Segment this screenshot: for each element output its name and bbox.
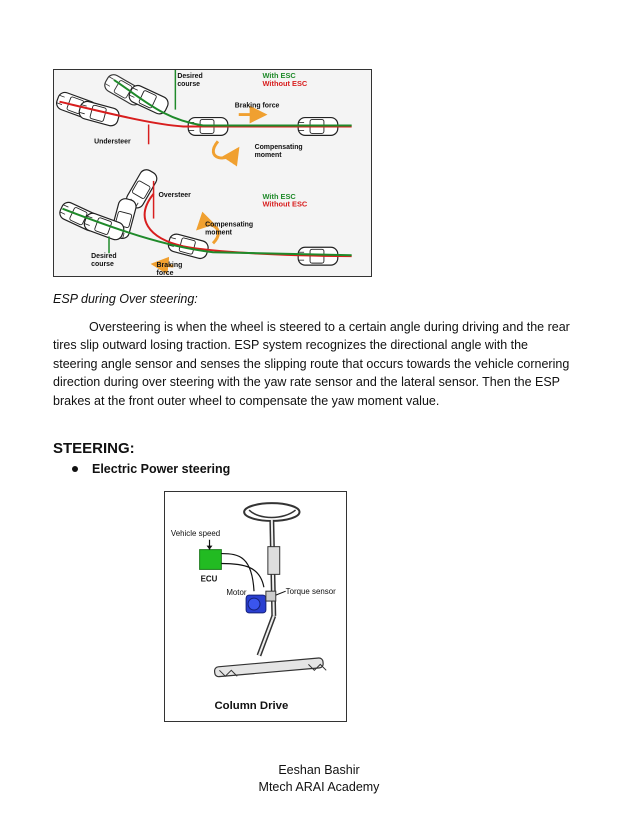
esp-diagram-svg (54, 70, 371, 276)
bullet-icon (72, 466, 78, 472)
torque-sensor-label: Torque sensor (285, 587, 336, 597)
bullet-item (72, 462, 230, 476)
vehicle-speed-label: Vehicle speed (170, 528, 221, 538)
desired-course-label-top: Desired course (177, 72, 203, 88)
without-esc-label-bottom: Without ESC (262, 199, 308, 209)
without-esc-label-top: Without ESC (262, 78, 308, 88)
section-heading: STEERING: (53, 440, 135, 457)
bullet-text: Electric Power steering (92, 462, 231, 476)
esp-diagram (53, 69, 372, 277)
steering-diagram-title: Column Drive (214, 699, 289, 712)
desired-course-label-bottom: Desired course (91, 253, 117, 269)
figure-caption: ESP during Over steering: (53, 292, 198, 306)
footer-affiliation: Mtech ARAI Academy (258, 780, 380, 794)
with-esc-label-bottom: With ESC (262, 191, 296, 201)
oversteer-paragraph: Oversteering is when the wheel is steered to a certain angle during driving and the rear tires slip outward losing traction. ESP system recognizes the directional angle with the steering angle sensor and senses the slipping route that occurs towards the vehicle cornering direction during over steering with the yaw rate sensor and the lateral sensor. Then the ESP brakes at the front outer wheel to compensate the yaw moment value. (53, 320, 570, 408)
ecu-box (200, 550, 222, 570)
ecu-label: ECU (200, 574, 218, 584)
steering-diagram-svg (165, 492, 346, 721)
oversteer-label: Oversteer (158, 191, 191, 199)
compensating-moment-label-bottom: Compensating moment (205, 221, 254, 237)
understeer-label: Understeer (94, 138, 131, 146)
compensating-moment-label-top: Compensating moment (254, 144, 303, 160)
with-esc-label-top: With ESC (262, 70, 296, 80)
footer-author: Eeshan Bashir (278, 763, 360, 777)
steering-diagram (164, 491, 347, 722)
motor-label: Motor (226, 588, 247, 598)
braking-force-label-top: Braking force (234, 102, 280, 110)
braking-force-label-bottom: Braking force (156, 262, 183, 276)
